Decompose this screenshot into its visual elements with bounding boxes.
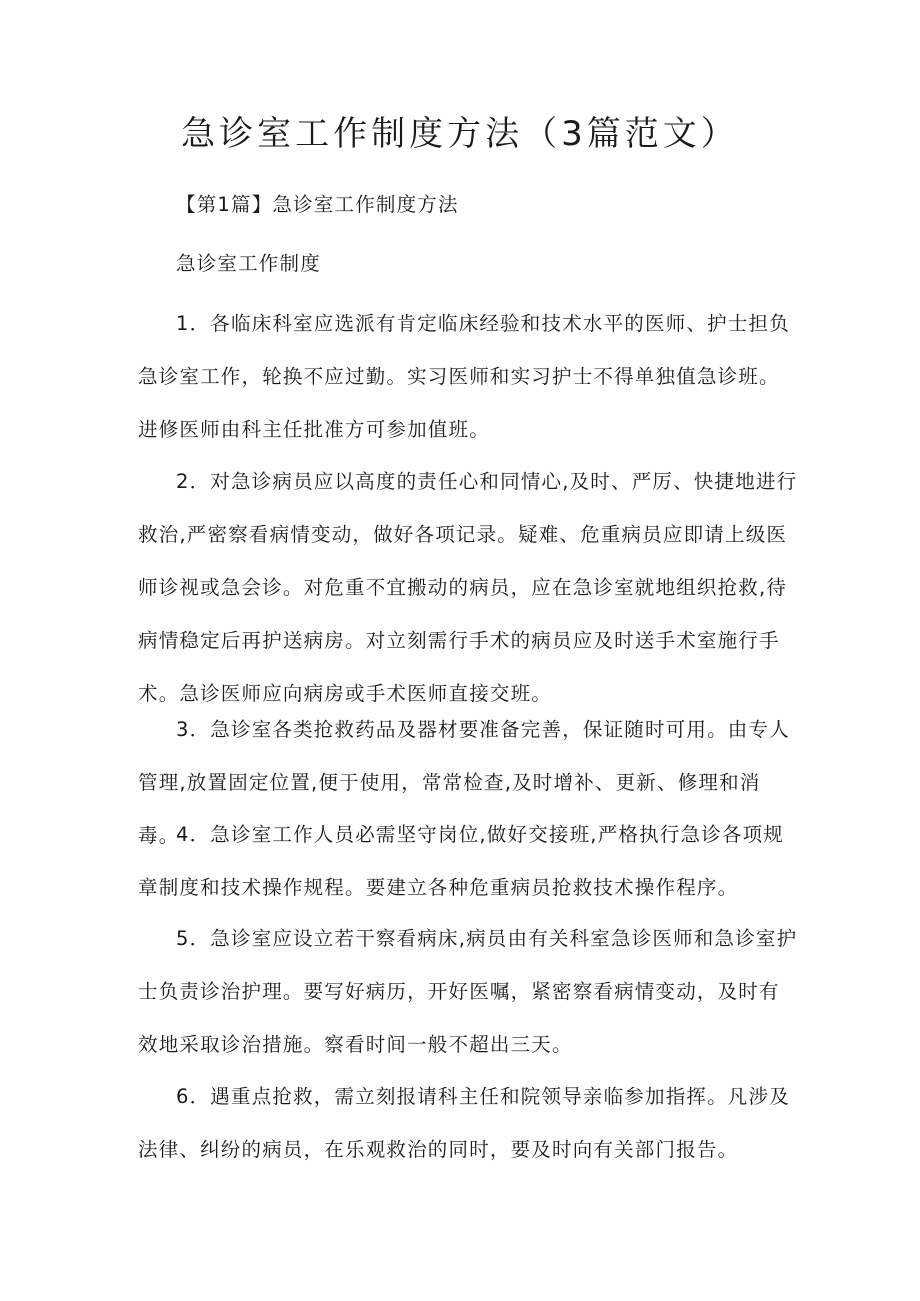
paragraph-6: 6．遇重点抢救，需立刻报请科主任和院领导亲临参加指挥。凡涉及法律、纠纷的病员，在乐观救治的同时，要及时向有关部门报告。	[138, 1085, 790, 1161]
paragraph-1: 1．各临床科室应选派有肯定临床经验和技术水平的医师、护士担负急诊室工作，轮换不应过勤。实习医师和实习护士不得单独值急诊班。进修医师由科主任批准方可参加值班。	[138, 312, 790, 441]
paragraph-4: 4．急诊室工作人员必需坚守岗位,做好交接班,严格执行急诊各项规章制度和技术操作规程。要建立各种危重病员抢救技术操作程序。	[138, 823, 785, 899]
section-heading: 【第1篇】急诊室工作制度方法	[176, 193, 459, 216]
paragraph-5: 5．急诊室应设立若干察看病床,病员由有关科室急诊医师和急诊室护士负责诊治护理。要写好病历，开好医嘱，紧密察看病情变动，及时有效地采取诊治措施。察看时间一般不超出三天。	[138, 927, 798, 1056]
sub-heading: 急诊室工作制度	[176, 252, 321, 275]
document-title: 急诊室工作制度方法（3篇范文）	[181, 114, 739, 154]
paragraph-3: 3．急诊室各类抢救药品及器材要准备完善，保证随时可用。由专人管理,放置固定位置,便于使用，常常检查,及时增补、更新、修理和消毒。	[138, 718, 790, 847]
paragraph-2: 2．对急诊病员应以高度的责任心和同情心,及时、严厉、快捷地进行救治,严密察看病情变动，做好各项记录。疑难、危重病员应即请上级医师诊视或急会诊。对危重不宜搬动的病员，应在急诊室就地组织抢救,待病情稳定后再护送病房。对立刻需行手术的病员应及时送手术室施行手术。急诊医师应向病房或手术医师直接交班。	[138, 470, 798, 705]
